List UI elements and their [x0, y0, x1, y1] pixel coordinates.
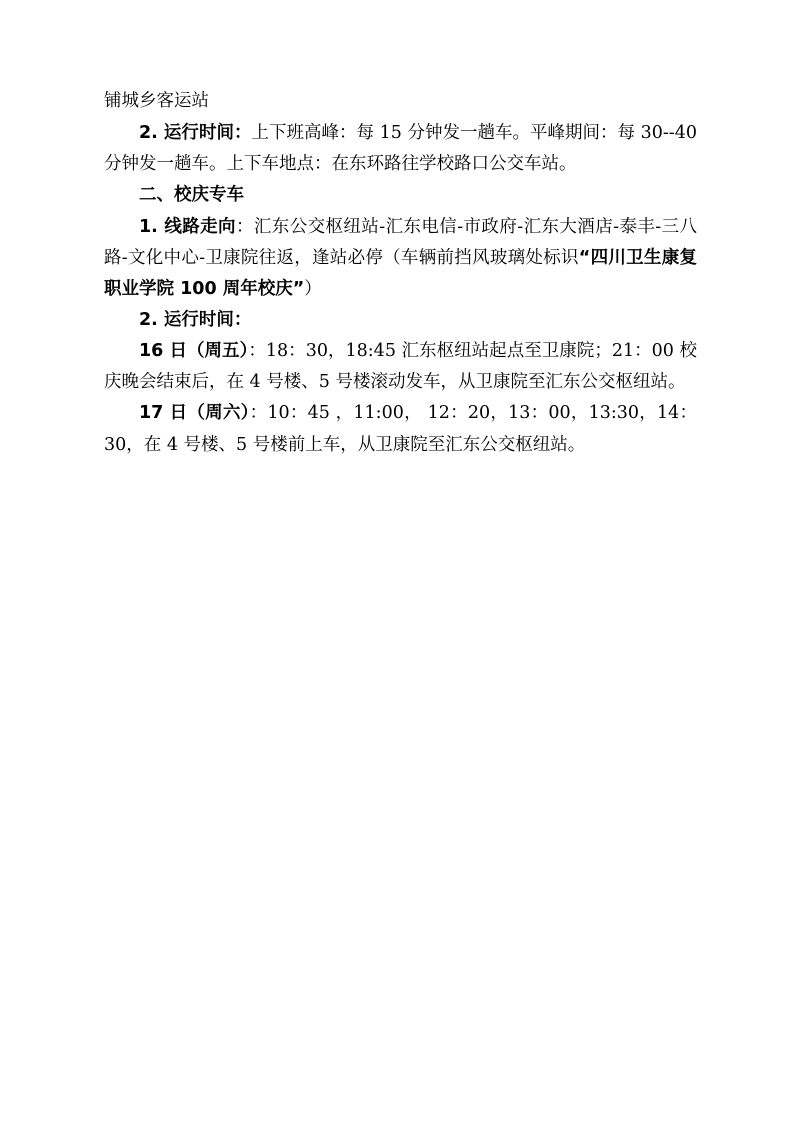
text-route-quote: “四川卫生康复职业学院 100 周年校庆”	[104, 247, 697, 299]
heading-section-two-text: 二、校庆专车	[139, 185, 244, 206]
heading-section-two	[104, 180, 697, 211]
text-day-17: ：10：45 ，11:00， 12：20，13：00，13:30，14：30，在 4 号楼、5 号楼前上车，从卫康院至汇东公交枢纽站。	[104, 403, 697, 455]
label-day-17: 17 日（周六）	[139, 403, 250, 424]
label-operating-hours-2: 2. 运行时间：	[139, 309, 252, 330]
document-body	[104, 86, 697, 461]
paragraph-day-17	[104, 398, 697, 460]
heading-operating-hours-2	[104, 305, 697, 336]
paragraph-route	[104, 212, 697, 305]
paragraph-day-16	[104, 336, 697, 398]
label-day-16: 16 日（周五）	[139, 341, 249, 362]
carryover-line	[104, 86, 697, 117]
text-route: ：汇东公交枢纽站-汇东电信-市政府-汇东大酒店-泰丰-三八路-文化中心-卫康院往返，逢站必停（车辆前挡风玻璃处标识	[104, 216, 697, 268]
text-operating-hours-1: 上下班高峰：每 15 分钟发一趟车。平峰期间：每 30--40 分钟发一趟车。上下车地点：在东环路往学校路口公交车站。	[104, 123, 697, 175]
text-day-16: ：18：30，18:45 汇东枢纽站起点至卫康院；21：00 校庆晚会结束后，在 4 号楼、5 号楼滚动发车，从卫康院至汇东公交枢纽站。	[104, 341, 697, 393]
label-route: 1. 线路走向	[139, 216, 236, 237]
label-operating-hours-1: 2. 运行时间：	[139, 123, 252, 144]
carryover-text: 铺城乡客运站	[104, 91, 209, 111]
paragraph-operating-hours-bus	[104, 118, 697, 180]
text-route-tail: ）	[304, 278, 322, 299]
